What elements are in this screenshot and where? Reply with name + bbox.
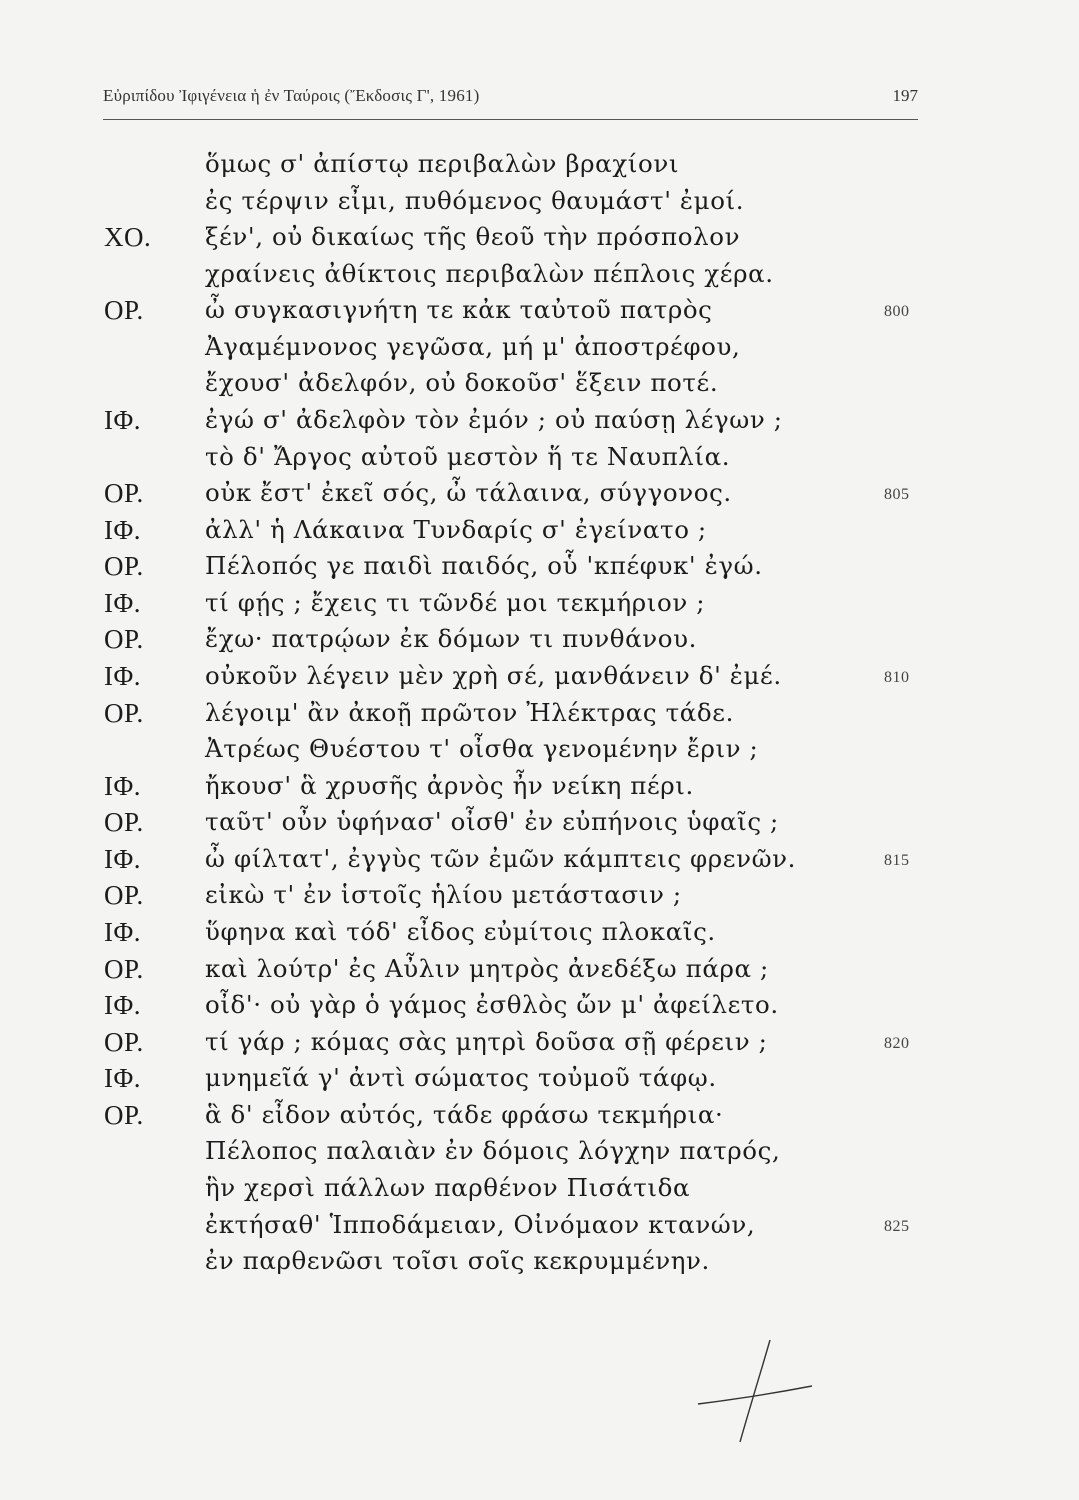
verse-line — [0, 621, 1079, 657]
speaker-label: ΟΡ. — [104, 295, 144, 326]
verse-line — [0, 1133, 1079, 1169]
verse-line — [0, 439, 1079, 475]
verse-text: καὶ λούτρ' ἐς Αὖλιν μητρὸς ἀνεδέξω πάρα ; — [205, 953, 769, 983]
speaker-label: ΙΦ. — [104, 990, 141, 1021]
verse-line — [0, 183, 1079, 219]
verse-text: τί φῄς ; ἔχεις τι τῶνδέ μοι τεκμήριον ; — [205, 587, 706, 617]
verse-text: εἰκὼ τ' ἐν ἱστοῖς ἡλίου μετάστασιν ; — [205, 880, 682, 910]
verse-text: ἔχω· πατρῴων ἐκ δόμων τι πυνθάνου. — [205, 624, 697, 654]
page-number: 197 — [892, 86, 918, 105]
speaker-label: ΙΦ. — [104, 770, 141, 801]
verse-text: οἶδ'· οὐ γὰρ ὁ γάμος ἐσθλὸς ὤν μ' ἀφείλετο. — [205, 990, 779, 1020]
verse-line — [0, 585, 1079, 621]
verse-line — [0, 1207, 1079, 1243]
verse-line — [0, 914, 1079, 950]
line-number: 815 — [884, 851, 910, 869]
verse-line — [0, 402, 1079, 438]
verse-text: λέγοιμ' ἂν ἀκοῇ πρῶτον Ἠλέκτρας τάδε. — [205, 697, 734, 727]
verse-text: Πέλοπός γε παιδὶ παιδός, οὗ 'κπέφυκ' ἐγώ. — [205, 551, 763, 581]
verse-line — [0, 292, 1079, 328]
verse-line — [0, 475, 1079, 511]
speaker-label: ΟΡ. — [104, 551, 144, 582]
handwritten-cross-mark — [690, 1338, 820, 1448]
verse-line — [0, 146, 1079, 182]
verse-text: χραίνεις ἀθίκτοις περιβαλὼν πέπλοις χέρα. — [205, 258, 774, 288]
line-number: 805 — [884, 486, 910, 504]
line-number: 810 — [884, 668, 910, 686]
speaker-label: ΟΡ. — [104, 1099, 144, 1130]
verse-text: ἔχουσ' ἀδελφόν, οὐ δοκοῦσ' ἕξειν ποτέ. — [205, 368, 719, 398]
verse-line — [0, 731, 1079, 767]
verse-line — [0, 768, 1079, 804]
verse-line — [0, 658, 1079, 694]
verse-line — [0, 365, 1079, 401]
speaker-label: ΙΦ. — [104, 587, 141, 618]
speaker-label: ΙΦ. — [104, 514, 141, 545]
verse-text: ἐκτήσαθ' Ἱπποδάμειαν, Οἰνόμαον κτανών, — [205, 1209, 756, 1239]
verse-line — [0, 548, 1079, 584]
verse-line — [0, 1060, 1079, 1096]
verse-text: ἣν χερσὶ πάλλων παρθένον Πισάτιδα — [205, 1172, 691, 1202]
verse-text: Ἀτρέως Θυέστου τ' οἶσθα γενομένην ἔριν ; — [205, 734, 759, 764]
verse-line — [0, 256, 1079, 292]
speaker-label: ΙΦ. — [104, 916, 141, 947]
speaker-label: ΟΡ. — [104, 697, 144, 728]
verse-text: ταῦτ' οὖν ὑφήνασ' οἶσθ' ἐν εὐπήνοις ὑφαῖς ; — [205, 807, 779, 837]
verse-text: ἤκουσ' ἃ χρυσῆς ἀρνὸς ἦν νείκη πέρι. — [205, 770, 694, 800]
verse-line — [0, 951, 1079, 987]
verse-text: ἐν παρθενῶσι τοῖσι σοῖς κεκρυμμένην. — [205, 1246, 710, 1276]
verse-line — [0, 1097, 1079, 1133]
verse-line — [0, 329, 1079, 365]
verse-text: ξέν', οὐ δικαίως τῆς θεοῦ τὴν πρόσπολον — [205, 222, 741, 252]
speaker-label: ΟΡ. — [104, 807, 144, 838]
line-number: 800 — [884, 303, 910, 321]
verse-line — [0, 1024, 1079, 1060]
speaker-label: ΙΦ. — [104, 660, 141, 691]
verse-text: τί γάρ ; κόμας σὰς μητρὶ δοῦσα σῇ φέρειν ; — [205, 1026, 768, 1056]
verse-text: οὐκοῦν λέγειν μὲν χρὴ σέ, μανθάνειν δ' ἐμέ. — [205, 660, 782, 690]
speaker-label: ΟΡ. — [104, 478, 144, 509]
verse-text: ὅμως σ' ἀπίστῳ περιβαλὼν βραχίονι — [205, 149, 680, 178]
verse-text: Πέλοπος παλαιὰν ἐν δόμοις λόγχην πατρός, — [205, 1136, 781, 1166]
verse-text: ἐγώ σ' ἀδελφὸν τὸν ἐμόν ; οὐ παύσῃ λέγων ; — [205, 404, 783, 434]
verse-text: οὐκ ἔστ' ἐκεῖ σός, ὦ τάλαινα, σύγγονος. — [205, 478, 732, 508]
header-rule — [103, 119, 918, 120]
verse-text: ὦ συγκασιγνήτη τε κἀκ ταὐτοῦ πατρὸς — [205, 295, 713, 325]
verse-text: ἐς τέρψιν εἶμι, πυθόμενος θαυμάστ' ἐμοί. — [205, 185, 745, 215]
verse-text: τὸ δ' Ἄργος αὐτοῦ μεστὸν ἥ τε Ναυπλία. — [205, 441, 731, 471]
verse-line — [0, 877, 1079, 913]
running-header-title: Εὐριπίδου Ἰφιγένεια ἡ ἐν Ταύροις (Ἔκδοσις Γ', 1961) — [103, 86, 480, 105]
speaker-label: ΙΦ. — [104, 404, 141, 435]
speaker-label: ΧΟ. — [104, 222, 152, 253]
speaker-label: ΟΡ. — [104, 953, 144, 984]
verse-line — [0, 987, 1079, 1023]
verse-line — [0, 219, 1079, 255]
line-number: 825 — [884, 1217, 910, 1235]
verse-line — [0, 1243, 1079, 1279]
speaker-label: ΟΡ. — [104, 1026, 144, 1057]
verse-line — [0, 695, 1079, 731]
speaker-label: ΙΦ. — [104, 843, 141, 874]
verse-line — [0, 512, 1079, 548]
speaker-label: ΟΡ. — [104, 880, 144, 911]
speaker-label: ΙΦ. — [104, 1063, 141, 1094]
verse-text: ὕφηνα καὶ τόδ' εἶδος εὐμίτοις πλοκαῖς. — [205, 916, 716, 946]
verse-text: μνημεῖά γ' ἀντὶ σώματος τοὐμοῦ τάφῳ. — [205, 1063, 717, 1093]
verse-text: Ἀγαμέμνονος γεγῶσα, μή μ' ἀποστρέφου, — [205, 331, 741, 361]
verse-text: ὦ φίλτατ', ἐγγὺς τῶν ἐμῶν κάμπτεις φρενῶν. — [205, 843, 797, 873]
verse-line — [0, 804, 1079, 840]
speaker-label: ΟΡ. — [104, 624, 144, 655]
verse-line — [0, 841, 1079, 877]
verse-text: ἀλλ' ἡ Λάκαινα Τυνδαρίς σ' ἐγείνατο ; — [205, 514, 707, 544]
verse-line — [0, 1170, 1079, 1206]
line-number: 820 — [884, 1034, 910, 1052]
verse-text: ἃ δ' εἶδον αὐτός, τάδε φράσω τεκμήρια· — [205, 1099, 724, 1129]
